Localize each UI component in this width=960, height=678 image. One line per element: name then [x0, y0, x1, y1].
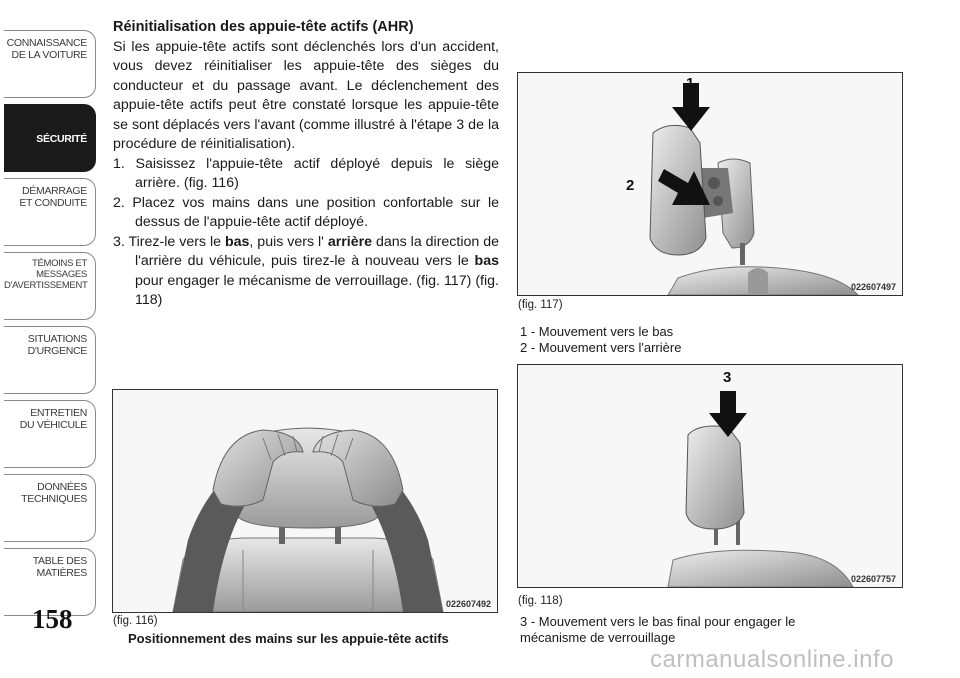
tab-label-line: SÉCURITÉ [36, 133, 87, 145]
figure-116-caption: Positionnement des mains sur les appuie-tête actifs [128, 631, 449, 646]
step-2: 2. Placez vos mains dans une position confortable sur le dessus de l'appuie-tête actif déployé. [113, 194, 499, 230]
tab-connaissance[interactable] [4, 30, 96, 98]
intro-paragraph: Si les appuie-tête actifs sont déclenchés lors d'un accident, vous devez réinitialiser les appuie-tête des sièges du conducteur et du passage avant. Le déclenchement des appuie-tête actifs peut être constaté lorsque les appuie-tête se sont déplacés vers l'avant (comme illustré à l'étape 3 de la procédure de réinitialisation). [113, 38, 499, 152]
tab-situations[interactable] [4, 326, 96, 394]
figure-code: 022607757 [850, 574, 896, 584]
tab-label-line: DÉMARRAGE [22, 185, 87, 197]
figure-code: 022607492 [445, 599, 491, 609]
tab-label-line: DONNÉES [37, 481, 87, 493]
tab-label-line: MATIÈRES [36, 567, 87, 579]
figure-118-label: (fig. 118) [518, 595, 563, 607]
figure-116 [112, 389, 498, 613]
text-column [113, 18, 499, 311]
arrow-2-label: 2 [626, 177, 635, 194]
tab-entretien[interactable] [4, 400, 96, 468]
tab-label-line: SITUATIONS [27, 333, 87, 345]
headrest-lock-illustration [518, 365, 902, 587]
section-title: Réinitialisation des appuie-tête actifs (AHR) [113, 19, 414, 35]
figure-117 [517, 72, 903, 296]
tab-demarrage[interactable] [4, 178, 96, 246]
tab-label-line: D'URGENCE [27, 345, 87, 357]
figure-117-caption-1: 1 - Mouvement vers le bas [520, 324, 674, 339]
tab-donnees[interactable] [4, 474, 96, 542]
tab-label-line: TABLE DES [32, 555, 87, 567]
step-3-text: 3. Tirez-le vers le [113, 233, 225, 250]
steps-list [113, 155, 499, 311]
step-3-bold: bas [474, 253, 499, 269]
tab-label-line: MESSAGES [36, 269, 87, 280]
tab-label-line: TECHNIQUES [21, 493, 87, 505]
step-1: 1. Saisissez l'appuie-tête actif déployé depuis le siège arrière. (fig. 116) [113, 155, 499, 191]
figure-code: 022607497 [850, 282, 896, 292]
tab-label-line: TÉMOINS ET [31, 258, 87, 269]
tab-label-line: D'AVERTISSEMENT [4, 280, 88, 291]
figure-116-label: (fig. 116) [113, 615, 158, 627]
figure-117-caption-2: 2 - Mouvement vers l'arrière [520, 340, 682, 355]
page-number: 158 [32, 604, 73, 634]
figure-117-label: (fig. 117) [518, 299, 563, 311]
step-3 [113, 233, 499, 311]
tab-securite[interactable] [4, 104, 96, 172]
step-3-text: pour engager le mécanisme de verrouillage. (fig. 117) (fig. 118) [135, 272, 499, 308]
arrow-1-label: 1 [686, 75, 695, 92]
watermark: carmanualsonline.info [650, 646, 894, 673]
figure-118 [517, 364, 903, 588]
arrow-3-label: 3 [723, 369, 732, 386]
headrest-movement-illustration [518, 73, 902, 295]
figure-118-caption-1: 3 - Mouvement vers le bas final pour engager le [520, 614, 796, 629]
step-3-bold: arrière [327, 233, 373, 250]
step-3-text: dans la direction de l'arrière du véhicule, puis tirez-le à nouveau vers le [135, 233, 499, 269]
step-3-text: , puis vers l' [249, 233, 328, 250]
figure-118-caption-2: mécanisme de verrouillage [520, 630, 676, 645]
tab-label-line: DU VÉHICULE [19, 419, 87, 431]
headrest-hands-illustration [113, 390, 497, 612]
tab-label-line: ET CONDUITE [19, 197, 87, 209]
tab-label-line: DE LA VOITURE [11, 49, 87, 61]
step-3-bold: bas [224, 233, 250, 250]
tab-temoins[interactable] [4, 252, 96, 320]
tab-label-line: ENTRETIEN [30, 407, 87, 419]
tab-label-line: CONNAISSANCE [6, 37, 87, 49]
